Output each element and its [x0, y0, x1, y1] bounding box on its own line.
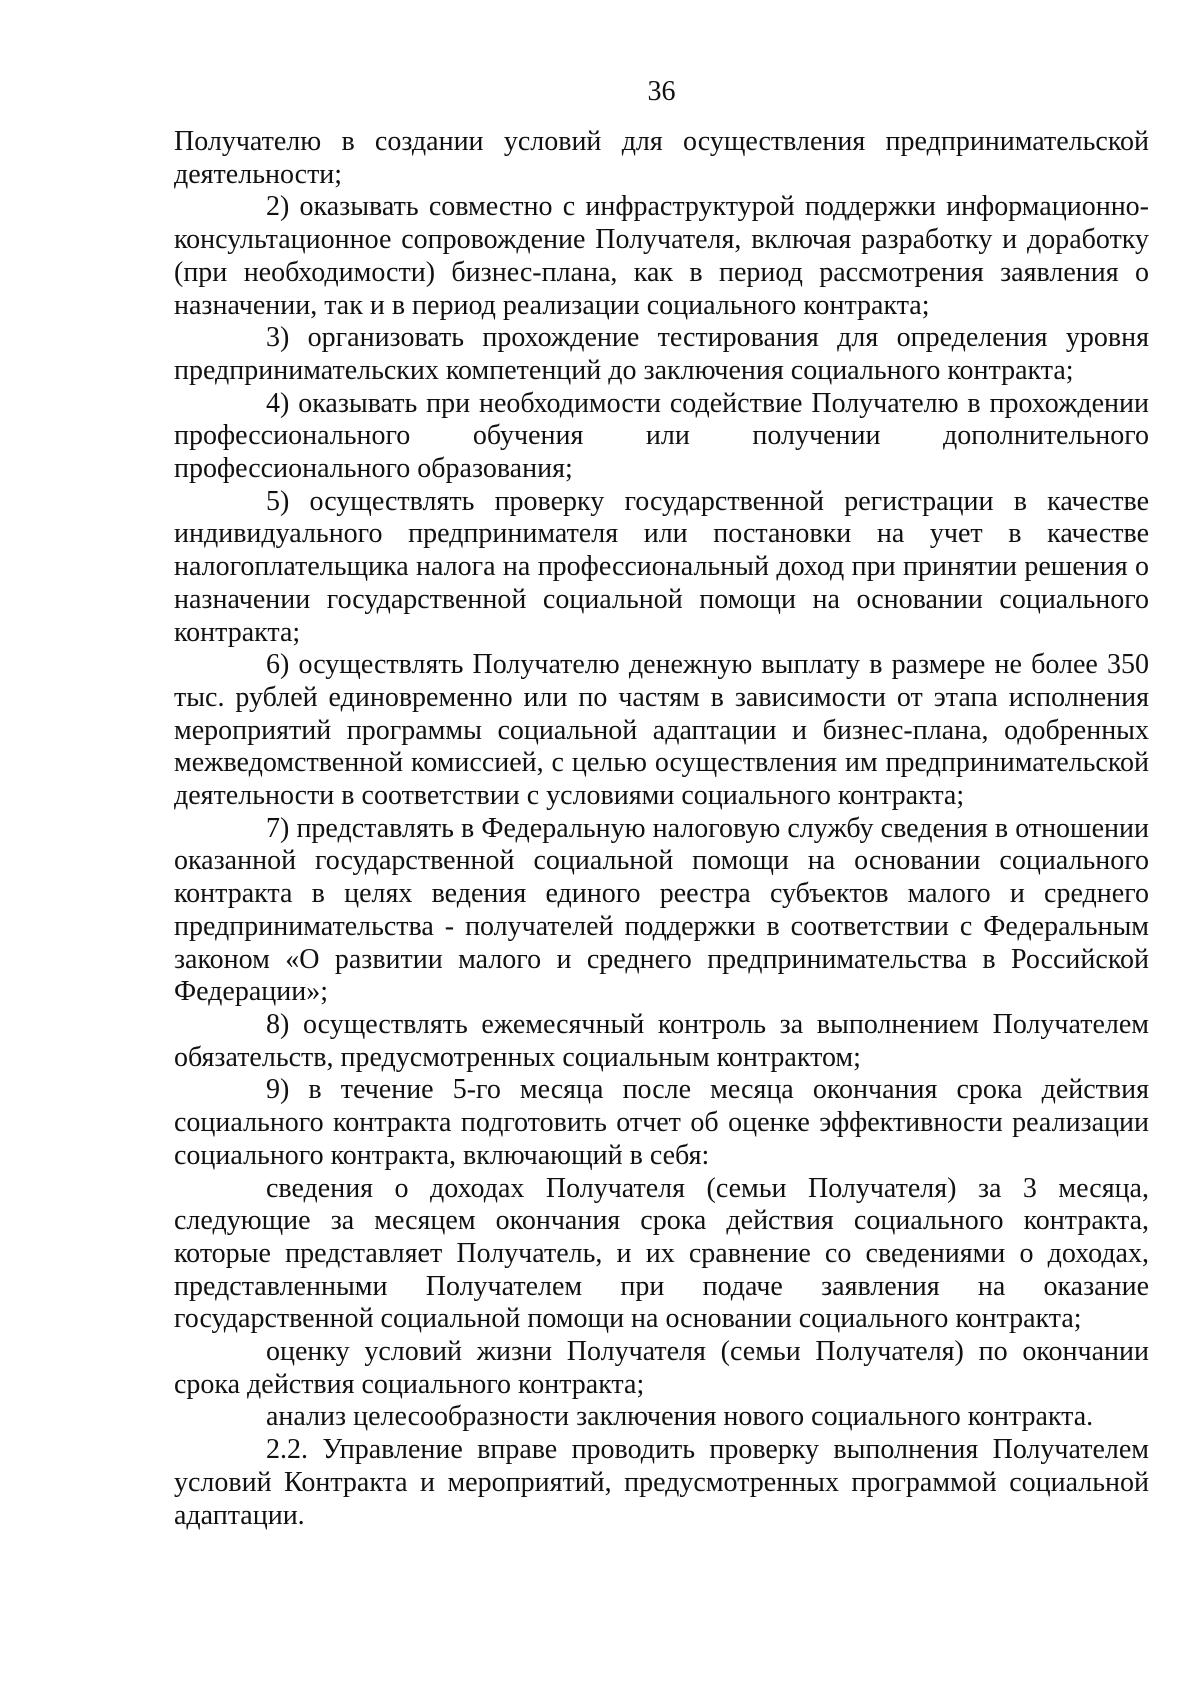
paragraph-report-income: сведения о доходах Получателя (семьи Получателя) за 3 месяца, следующие за месяцем окончания срока действия социального контракта, которые представляет Получатель, и их сравнение со сведениями о доходах, представленными Получателем при подаче заявления на оказание государственной социальной помощи на основании социального контракта; — [174, 1172, 1149, 1335]
paragraph-item-3: 3) организовать прохождение тестирования для определения уровня предпринимательских компетенций до заключения социального контракта; — [174, 322, 1149, 386]
paragraph-continuation: Получателю в создании условий для осуществления предпринимательской деятельности; — [174, 126, 1149, 190]
paragraph-report-living-conditions: оценку условий жизни Получателя (семьи Получателя) по окончании срока действия социального контракта; — [174, 1336, 1149, 1400]
paragraph-item-5: 5) осуществлять проверку государственной регистрации в качестве индивидуального предпринимателя или постановки на учет в качестве налогоплательщика налога на профессиональный доход при принятии решения о назначении государственной социальной помощи на основании социального контракта; — [174, 485, 1149, 648]
paragraph-item-9: 9) в течение 5-го месяца после месяца окончания срока действия социального контракта подготовить отчет об оценке эффективности реализации социального контракта, включающий в себя: — [174, 1074, 1149, 1171]
paragraph-item-8: 8) осуществлять ежемесячный контроль за выполнением Получателем обязательств, предусмотренных социальным контрактом; — [174, 1008, 1149, 1073]
page-number: 36 — [647, 76, 676, 107]
document-body — [174, 126, 1149, 1532]
paragraph-report-analysis: анализ целесообразности заключения нового социального контракта. — [266, 1401, 1094, 1433]
paragraph-item-6: 6) осуществлять Получателю денежную выплату в размере не более 350 тыс. рублей единовременно или по частям в зависимости от этапа исполнения мероприятий программы социальной адаптации и бизнес-плана, одобренных межведомственной комиссией, с целью осуществления им предпринимательской деятельности в соответствии с условиями социального контракта; — [174, 649, 1149, 812]
paragraph-item-4: 4) оказывать при необходимости содействие Получателю в прохождении профессионального обучения или получении дополнительного профессионального образования; — [174, 387, 1149, 485]
paragraph-item-2: 2) оказывать совместно с инфраструктурой поддержки информационно-консультационное сопровождение Получателя, включая разработку и доработку (при необходимости) бизнес-плана, как в период рассмотрения заявления о назначении, так и в период реализации социального контракта; — [174, 191, 1149, 321]
paragraph-section-2-2: 2.2. Управление вправе проводить проверку выполнения Получателем условий Контракта и мероприятий, предусмотренных программой социальной адаптации. — [174, 1434, 1149, 1531]
paragraph-item-7: 7) представлять в Федеральную налоговую службу сведения в отношении оказанной государственной социальной помощи на основании социального контракта в целях ведения единого реестра субъектов малого и среднего предпринимательства - получателей поддержки в соответствии с Федеральным законом «О развитии малого и среднего предпринимательства в Российской Федерации»; — [174, 812, 1149, 1008]
